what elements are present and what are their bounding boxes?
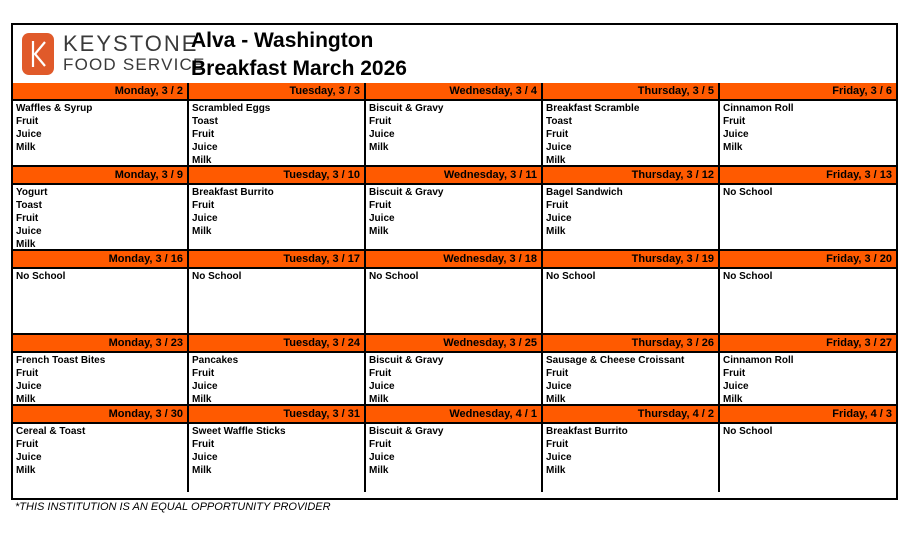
menu-item: Biscuit & Gravy [369, 355, 444, 366]
menu-item: Biscuit & Gravy [369, 187, 444, 198]
menu-item: Milk [546, 465, 566, 476]
calendar-day [366, 335, 543, 406]
menu-item-list [13, 269, 187, 283]
day-date-header: Thursday, 3 / 26 [543, 335, 718, 353]
day-date-header: Tuesday, 3 / 10 [189, 167, 364, 185]
menu-item: Juice [369, 452, 395, 463]
menu-item-list [720, 353, 896, 406]
k-glyph-icon [22, 33, 54, 75]
menu-item: Juice [16, 129, 42, 140]
menu-item-list [189, 269, 364, 283]
day-date-header: Monday, 3 / 30 [13, 406, 187, 424]
calendar-day [720, 251, 896, 333]
day-date-header: Friday, 3 / 27 [720, 335, 896, 353]
menu-item: Sweet Waffle Sticks [192, 426, 286, 437]
menu-item-list [189, 101, 364, 167]
calendar-day [189, 251, 366, 333]
calendar-day [13, 83, 189, 167]
menu-item: Milk [369, 226, 389, 237]
menu-item: No School [723, 187, 773, 198]
menu-item: Juice [723, 129, 749, 140]
day-date-header: Monday, 3 / 9 [13, 167, 187, 185]
menu-item: Fruit [16, 116, 39, 127]
menu-item: Sausage & Cheese Croissant [546, 355, 685, 366]
menu-item: Biscuit & Gravy [369, 426, 444, 437]
menu-item: No School [192, 271, 242, 282]
menu-item: Fruit [192, 368, 215, 379]
menu-item: Waffles & Syrup [16, 103, 93, 114]
menu-item-list [366, 185, 541, 238]
menu-item: Fruit [546, 200, 569, 211]
menu-item: Juice [192, 452, 218, 463]
menu-item: Juice [369, 381, 395, 392]
day-date-header: Monday, 3 / 2 [13, 83, 187, 101]
day-date-header: Monday, 3 / 23 [13, 335, 187, 353]
day-date-header: Thursday, 3 / 12 [543, 167, 718, 185]
menu-item-list [543, 101, 718, 167]
menu-item: Juice [369, 129, 395, 140]
brand-name: KEYSTONE [63, 31, 199, 56]
page-title: Alva - Washington [191, 29, 374, 52]
page-subtitle: Breakfast March 2026 [191, 57, 407, 80]
day-date-header: Friday, 3 / 6 [720, 83, 896, 101]
calendar-day [720, 335, 896, 406]
menu-item: Juice [723, 381, 749, 392]
calendar-day [720, 167, 896, 251]
menu-item: Breakfast Scramble [546, 103, 640, 114]
menu-item: Juice [369, 213, 395, 224]
menu-item: Milk [16, 239, 36, 250]
menu-item: Fruit [546, 368, 569, 379]
menu-item: Milk [192, 226, 212, 237]
menu-item: Milk [16, 465, 36, 476]
brand-logo [22, 32, 206, 76]
menu-item: Milk [546, 226, 566, 237]
menu-item: Milk [16, 142, 36, 153]
calendar-week [13, 406, 896, 492]
menu-item: No School [723, 426, 773, 437]
brand-tagline: FOOD SERVICE [63, 55, 206, 74]
menu-item-list [366, 269, 541, 283]
day-date-header: Wednesday, 3 / 4 [366, 83, 541, 101]
calendar-day [543, 251, 720, 333]
calendar-week [13, 167, 896, 251]
menu-item: Fruit [723, 368, 746, 379]
menu-item: Breakfast Burrito [192, 187, 274, 198]
day-date-header: Tuesday, 3 / 24 [189, 335, 364, 353]
menu-item-list [189, 185, 364, 238]
calendar-day [543, 83, 720, 167]
menu-item-list [13, 101, 187, 154]
calendar-week [13, 251, 896, 335]
menu-item: Fruit [546, 439, 569, 450]
menu-item: Juice [16, 226, 42, 237]
menu-item: Fruit [192, 439, 215, 450]
menu-item: Fruit [723, 116, 746, 127]
calendar-day [366, 167, 543, 251]
menu-item: Cinnamon Roll [723, 355, 794, 366]
calendar-day [543, 167, 720, 251]
menu-item: Toast [192, 116, 218, 127]
calendar-day [13, 335, 189, 406]
menu-item: No School [16, 271, 66, 282]
menu-item: Milk [369, 394, 389, 405]
menu-item: Milk [546, 394, 566, 405]
menu-item: Fruit [369, 116, 392, 127]
menu-item: Juice [546, 452, 572, 463]
menu-item: Juice [16, 381, 42, 392]
menu-item-list [543, 424, 718, 477]
calendar-day [13, 406, 189, 492]
menu-item-list [720, 185, 896, 199]
calendar-day [720, 406, 896, 492]
menu-item: Milk [723, 142, 743, 153]
calendar-day [13, 167, 189, 251]
menu-item: Juice [546, 213, 572, 224]
day-date-header: Wednesday, 4 / 1 [366, 406, 541, 424]
footer-note: *THIS INSTITUTION IS AN EQUAL OPPORTUNITY PROVIDER [15, 501, 331, 513]
menu-item: Pancakes [192, 355, 239, 366]
day-date-header: Wednesday, 3 / 18 [366, 251, 541, 269]
menu-item: Cereal & Toast [16, 426, 86, 437]
menu-item-list [720, 101, 896, 154]
menu-item-list [720, 424, 896, 438]
calendar-day [189, 167, 366, 251]
menu-item: Milk [192, 465, 212, 476]
day-date-header: Monday, 3 / 16 [13, 251, 187, 269]
calendar-day [13, 251, 189, 333]
menu-item-list [543, 353, 718, 406]
menu-item: Fruit [16, 368, 39, 379]
menu-item-list [13, 353, 187, 406]
menu-item: Milk [192, 394, 212, 405]
day-date-header: Thursday, 3 / 5 [543, 83, 718, 101]
day-date-header: Wednesday, 3 / 11 [366, 167, 541, 185]
day-date-header: Tuesday, 3 / 3 [189, 83, 364, 101]
menu-item: Juice [16, 452, 42, 463]
menu-item: Juice [192, 142, 218, 153]
calendar-day [189, 83, 366, 167]
menu-item-list [543, 185, 718, 238]
menu-item: Cinnamon Roll [723, 103, 794, 114]
calendar-day [543, 335, 720, 406]
menu-item: Biscuit & Gravy [369, 103, 444, 114]
day-date-header: Wednesday, 3 / 25 [366, 335, 541, 353]
menu-item: Juice [192, 381, 218, 392]
menu-item-list [189, 424, 364, 477]
menu-item: Yogurt [16, 187, 48, 198]
keystone-k-icon [22, 33, 54, 75]
calendar-day [366, 406, 543, 492]
menu-item: Juice [546, 381, 572, 392]
menu-item: Fruit [192, 200, 215, 211]
menu-item: No School [546, 271, 596, 282]
menu-item: Fruit [546, 129, 569, 140]
day-date-header: Tuesday, 3 / 31 [189, 406, 364, 424]
menu-item: Milk [369, 142, 389, 153]
menu-item: Breakfast Burrito [546, 426, 628, 437]
menu-item: Fruit [369, 368, 392, 379]
menu-item: Fruit [369, 439, 392, 450]
menu-item: Fruit [16, 439, 39, 450]
day-date-header: Tuesday, 3 / 17 [189, 251, 364, 269]
menu-item: Milk [369, 465, 389, 476]
menu-item-list [720, 269, 896, 283]
calendar-day [189, 406, 366, 492]
menu-item-list [13, 424, 187, 477]
day-date-header: Thursday, 3 / 19 [543, 251, 718, 269]
menu-item-list [366, 353, 541, 406]
menu-item-list [543, 269, 718, 283]
menu-item: Milk [723, 394, 743, 405]
calendar-day [720, 83, 896, 167]
menu-item: Bagel Sandwich [546, 187, 623, 198]
menu-item: No School [723, 271, 773, 282]
calendar-day [543, 406, 720, 492]
day-date-header: Friday, 3 / 20 [720, 251, 896, 269]
menu-item: Milk [546, 155, 566, 166]
menu-item: Juice [546, 142, 572, 153]
menu-item-list [189, 353, 364, 406]
calendar-day [366, 83, 543, 167]
menu-item: Fruit [369, 200, 392, 211]
calendar-week [13, 335, 896, 406]
menu-item: Toast [546, 116, 572, 127]
menu-item: No School [369, 271, 419, 282]
calendar-day [189, 335, 366, 406]
menu-item: Scrambled Eggs [192, 103, 271, 114]
menu-item: French Toast Bites [16, 355, 106, 366]
menu-item-list [13, 185, 187, 251]
calendar-day [366, 251, 543, 333]
menu-calendar [11, 23, 898, 500]
menu-item: Milk [16, 394, 36, 405]
day-date-header: Thursday, 4 / 2 [543, 406, 718, 424]
day-date-header: Friday, 4 / 3 [720, 406, 896, 424]
menu-item: Fruit [192, 129, 215, 140]
day-date-header: Friday, 3 / 13 [720, 167, 896, 185]
calendar-week [13, 83, 896, 167]
calendar-grid [13, 83, 896, 492]
menu-item: Juice [192, 213, 218, 224]
calendar-header [13, 25, 896, 85]
menu-item: Milk [192, 155, 212, 166]
menu-item: Fruit [16, 213, 39, 224]
menu-item-list [366, 101, 541, 154]
menu-item: Toast [16, 200, 42, 211]
menu-item-list [366, 424, 541, 477]
